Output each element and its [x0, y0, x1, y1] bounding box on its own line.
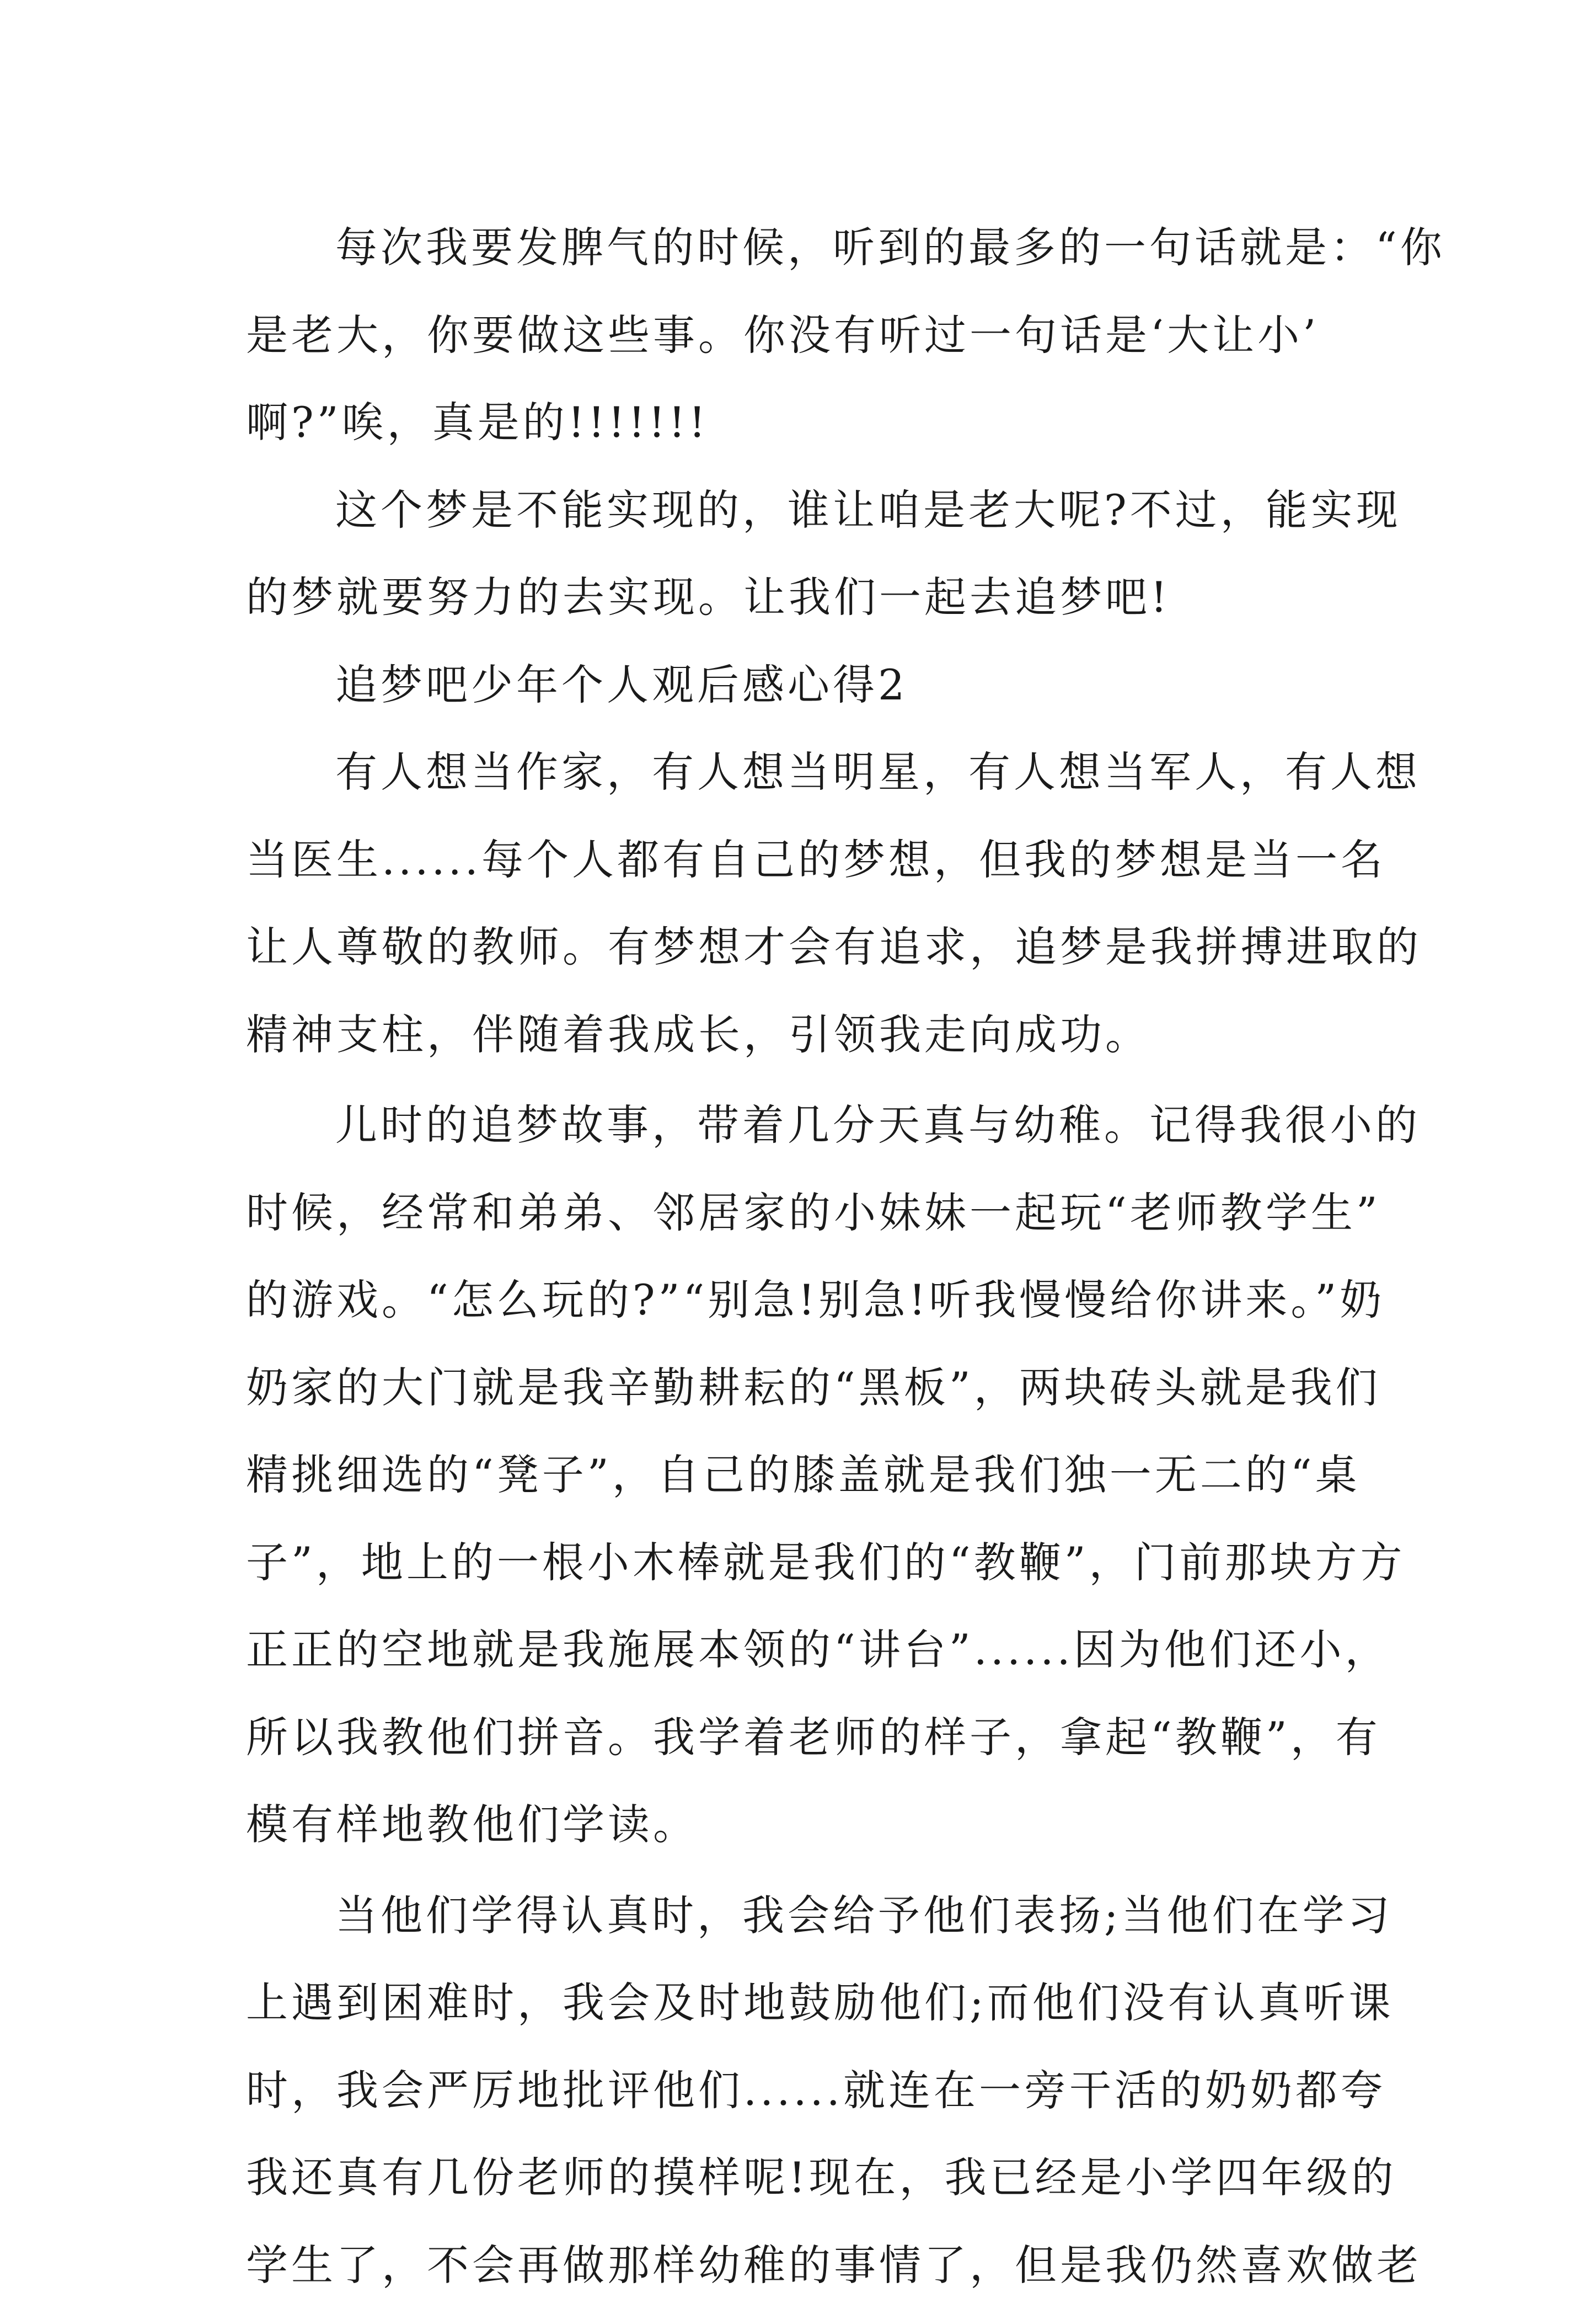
paragraph-line: 儿时的追梦故事，带着几分天真与幼稚。记得我很小的: [246, 1082, 1365, 1169]
paragraph-line: 是老大，你要做这些事。你没有听过一句话是‘大让小’: [246, 292, 1365, 380]
paragraph-line: 所以我教他们拼音。我学着老师的样子，拿起“教鞭”，有: [246, 1694, 1365, 1782]
paragraph-line: 精挑细选的“凳子”，自己的膝盖就是我们独一无二的“桌: [246, 1431, 1365, 1519]
document-body: [246, 204, 1365, 2309]
paragraph-line: 让人尊敬的教师。有梦想才会有追求，追梦是我拼搏进取的: [246, 904, 1365, 991]
paragraph-line: 正正的空地就是我施展本领的“讲台”......因为他们还小，: [246, 1606, 1365, 1694]
paragraph-line: 学生了，不会再做那样幼稚的事情了，但是我仍然喜欢做老: [246, 2222, 1365, 2309]
paragraph-line: 我还真有几份老师的摸样呢!现在，我已经是小学四年级的: [246, 2134, 1365, 2222]
paragraph-line: 当医生......每个人都有自己的梦想，但我的梦想是当一名: [246, 816, 1365, 904]
paragraph-line: 时候，经常和弟弟、邻居家的小妹妹一起玩“老师教学生”: [246, 1169, 1365, 1257]
paragraph-line: 当他们学得认真时，我会给予他们表扬;当他们在学习: [246, 1872, 1365, 1960]
paragraph-line: 啊?”唉，真是的!!!!!!!: [246, 379, 1365, 467]
paragraph-line: 时，我会严厉地批评他们......就连在一旁干活的奶奶都夸: [246, 2047, 1365, 2135]
paragraph-line: 奶家的大门就是我辛勤耕耘的“黑板”，两块砖头就是我们: [246, 1344, 1365, 1432]
paragraph-line: 这个梦是不能实现的，谁让咱是老大呢?不过，能实现: [246, 467, 1365, 554]
section-heading: 追梦吧少年个人观后感心得2: [246, 642, 1365, 729]
paragraph-line: 有人想当作家，有人想当明星，有人想当军人，有人想: [246, 729, 1365, 816]
paragraph-line: 上遇到困难时，我会及时地鼓励他们;而他们没有认真听课: [246, 1959, 1365, 2047]
paragraph-line: 的梦就要努力的去实现。让我们一起去追梦吧!: [246, 554, 1365, 642]
paragraph-line: 的游戏。“怎么玩的?”“别急!别急!听我慢慢给你讲来。”奶: [246, 1257, 1365, 1344]
paragraph-line: 子”，地上的一根小木棒就是我们的“教鞭”，门前那块方方: [246, 1519, 1365, 1607]
paragraph-line: 精神支柱，伴随着我成长，引领我走向成功。: [246, 991, 1365, 1079]
paragraph-line: 每次我要发脾气的时候，听到的最多的一句话就是：“你: [246, 204, 1365, 292]
paragraph-line: 模有样地教他们学读。: [246, 1781, 1365, 1869]
